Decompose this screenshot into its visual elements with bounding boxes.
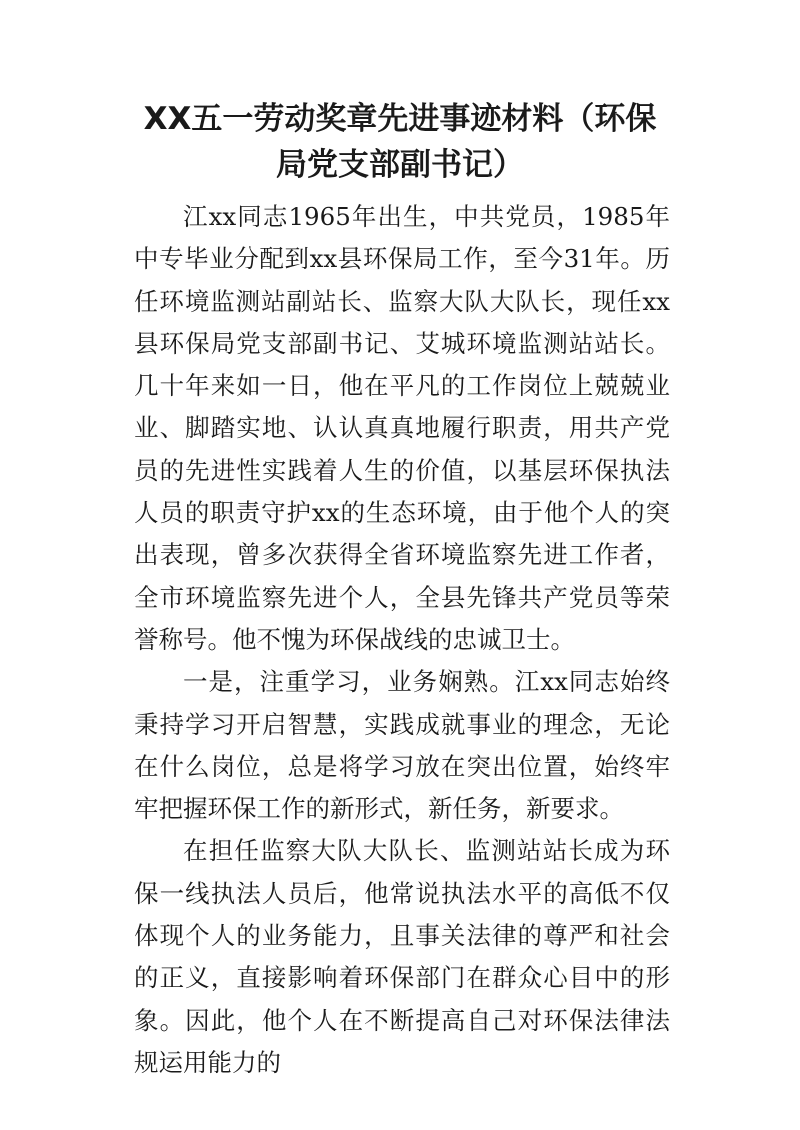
- paragraph-intro: 江xx同志1965年出生，中共党员，1985年中专毕业分配到xx县环保局工作，至今31年。历任环境监测站副站长、监察大队大队长，现任xx县环保局党支部副书记、艾城环境监测站站长。几十年来如一日，他在平凡的工作岗位上兢兢业业、脚踏实地、认认真真地履行职责，用共产党员的先进性实践着人生的价值，以基层环保执法人员的职责守护xx的生态环境，由于他个人的突出表现，曾多次获得全省环境监察先进工作者，全市环境监察先进个人，全县先锋共产党员等荣誉称号。他不愧为环保战线的忠诚卫士。: [134, 202, 670, 654]
- paragraph-study: 一是，注重学习，业务娴熟。江xx同志始终秉持学习开启智慧，实践成就事业的理念，无论在什么岗位，总是将学习放在突出位置，始终牢牢把握环保工作的新形式，新任务，新要求。: [134, 667, 670, 824]
- paragraph-enforcement: 在担任监察大队大队长、监测站站长成为环保一线执法人员后，他常说执法水平的高低不仅体现个人的业务能力，且事关法律的尊严和社会的正义，直接影响着环保部门在群众心目中的形象。因此，他个人在不断提高自己对环保法律法规运用能力的: [134, 836, 670, 1077]
- document-title: XX五一劳动奖章先进事迹材料（环保局党支部副书记）: [143, 101, 657, 183]
- document-body: [134, 196, 670, 1084]
